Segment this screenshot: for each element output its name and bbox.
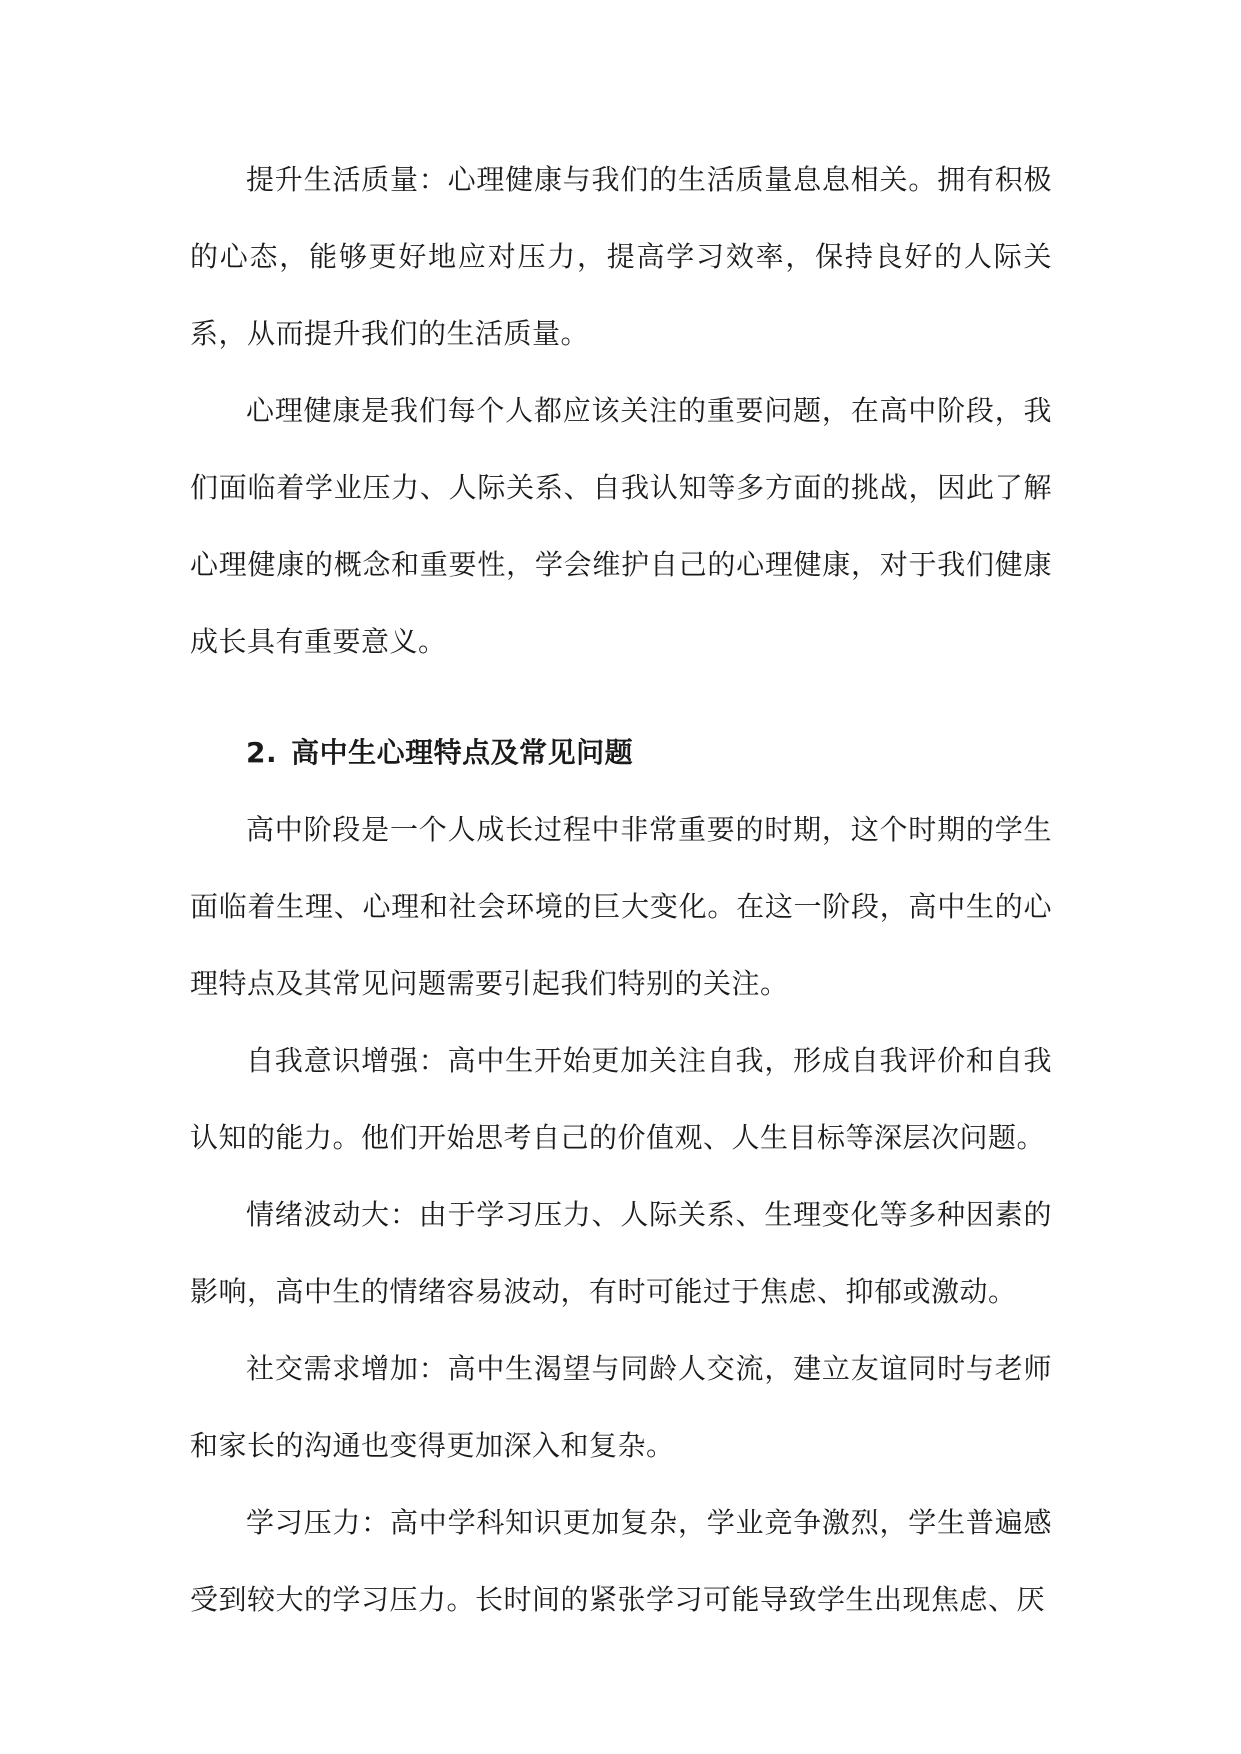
section-number: 2. [246,736,278,769]
paragraph-social-needs: 社交需求增加：高中生渴望与同龄人交流，建立友谊同时与老师和家长的沟通也变得更加深入和复杂。 [190,1352,1052,1462]
page-content [190,141,1052,1638]
section-heading [190,714,1052,791]
paragraph-intro: 高中阶段是一个人成长过程中非常重要的时期，这个时期的学生面临着生理、心理和社会环境的巨大变化。在这一阶段，高中生的心理特点及其常见问题需要引起我们特别的关注。 [190,813,1052,1000]
section-title: 高中生心理特点及常见问题 [291,736,634,769]
paragraph-self-awareness: 自我意识增强：高中生开始更加关注自我，形成自我评价和自我认知的能力。他们开始思考自己的价值观、人生目标等深层次问题。 [190,1044,1052,1154]
paragraph-emotional-fluctuation: 情绪波动大：由于学习压力、人际关系、生理变化等多种因素的影响，高中生的情绪容易波动，有时可能过于焦虑、抑郁或激动。 [190,1198,1052,1308]
paragraph-study-pressure: 学习压力：高中学科知识更加复杂，学业竞争激烈，学生普遍感受到较大的学习压力。长时间的紧张学习可能导致学生出现焦虑、厌 [190,1506,1052,1616]
paragraph-quality-of-life: 提升生活质量：心理健康与我们的生活质量息息相关。拥有积极的心态，能够更好地应对压力，提高学习效率，保持良好的人际关系，从而提升我们的生活质量。 [190,163,1052,350]
paragraph-mental-health-importance: 心理健康是我们每个人都应该关注的重要问题，在高中阶段，我们面临着学业压力、人际关系、自我认知等多方面的挑战，因此了解心理健康的概念和重要性，学会维护自己的心理健康，对于我们健康成长具有重要意义。 [190,394,1052,658]
